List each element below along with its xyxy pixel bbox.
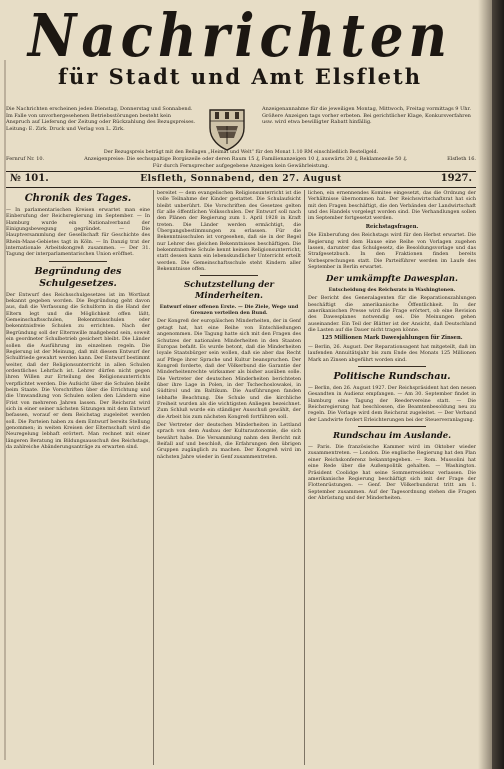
column-2 xyxy=(157,190,301,765)
dateline xyxy=(6,173,476,187)
minorities-subheading: Entwurf einer offenen Erste. — Die Ziele, Wege und Grenzen verteilen den Bund. xyxy=(159,304,299,317)
rates-line xyxy=(6,156,476,163)
page-curl-shadow xyxy=(478,0,492,769)
foreign-news-heading: Rundschau im Auslande. xyxy=(332,431,452,442)
issue-number: № 101. xyxy=(10,173,49,184)
foreign-news-text: — Paris. Die französische Kammer wird im Oktober wieder zusammentreten. — London. Die englische Regierung hat den Plan einer Reichskonferenz bekanntgegeben. — Rom. Mussolini hat eine Rede über die Außenpolitik gehalten. — Washington. Präsident Coolidge hat seine Sommerresidenz verlassen. Die amerikanische Regierung beschäftigt sich mit der Frage der Flottenrüstungen. — Genf. Der Völkerbundsrat tritt am 1. September zusammen. Auf der Tagesordnung stehen die Fragen der Abrüstung und der Minderheiten. xyxy=(308,444,476,501)
section-divider xyxy=(358,366,425,367)
column-divider xyxy=(153,190,154,765)
masthead xyxy=(6,1,474,104)
dawes-payments-line: 125 Millionen Mark Dawesjahlungen für Zinsen. xyxy=(321,335,463,342)
section-divider xyxy=(200,275,258,276)
dawes-payments-text: — Berlin, 26. August. Der Reparationsagent hat mitgeteilt, daß im laufenden Annuitätsjahr bis zum Ende des Monats 125 Millionen Mark an Zinsen abgeführt worden sind. xyxy=(308,344,476,363)
minorities-text: Der Kongreß der europäischen Minderheiten, der in Genf getagt hat, hat eine Reihe von Entschließungen angenommen. Die Tagung hatte sich mit den Fragen des Schutzes der nationalen Minderheiten in den Staaten Europas befaßt. Es wurde betont, daß die Minderheiten loyale Staatsbürger sein wollen, daß sie aber das Recht auf Pflege ihrer Sprache und Kultur beanspruchen. Der Kongreß forderte, daß der Völkerbund die Garantie der Minderheitenrechte wirksamer als bisher ausüben solle. Die Vertreter der deutschen Minderheiten berichteten über ihre Lage in Polen, in der Tschechoslowakei, in Südtirol und im Baltikum. Die Ausführungen fanden lebhafte Beachtung. Die Schule und die kirchliche Freiheit wurden als die wichtigsten Anliegen bezeichnet. Zum Schluß wurde ein ständiger Ausschuß gewählt, der die Arbeit bis zum nächsten Kongreß fortführen soll. xyxy=(157,318,301,420)
issue-date: Elsfleth, Sonnabend, den 27. August xyxy=(140,174,342,184)
dawes-text: Der Bericht des Generalagenten für die Reparationszahlungen beschäftigt die amerikanische Öffentlichkeit. In der amerikanischen Presse wird die Frage erörtert, ob eine Revision des Dawesplanes notwendig sei. Die Meinungen gehen auseinander. Ein Teil der Blätter ist der Ansicht, daß Deutschland die Lasten auf die Dauer nicht tragen könne. xyxy=(308,295,476,334)
dawes-heading: Der umkämpfte Dawesplan. xyxy=(326,274,458,285)
advertising-info: Anzeigenannahme für die jeweiligen Montag, Mittwoch, Freitag vormittags 9 Uhr. Größere Anzeigen tags vorher erbeten. Bei gerichtlicher Klage, Konkursverfahren usw. wird etwa bewilligter Rabatt hinfällig. xyxy=(262,106,471,126)
politics-heading: Politische Rundschau. xyxy=(333,371,451,383)
phone-number: Fernruf Nr. 10. xyxy=(6,156,45,162)
minorities-heading: Schutzstellung der Minderheiten. xyxy=(183,280,275,302)
column-divider xyxy=(304,190,305,765)
column-3 xyxy=(308,190,476,765)
postbox-number: Elsfleth 16. xyxy=(447,156,476,162)
scan-edge xyxy=(492,0,504,769)
section-divider xyxy=(358,426,425,427)
ad-rates: Anzeigenpreise: Die sechsspaltige Borgiszeile oder deren Raum 15 ₰, Familienanzeigen 10 ₰, auswärts 20 ₰, Reklamezeile 50 ₰. xyxy=(84,156,408,162)
column-1 xyxy=(6,190,150,765)
politics-text: — Berlin, den 26. August 1927. Der Reichspräsident hat den neuen Gesandten in Audienz empfangen. — Am 30. September findet in Hamburg eine Tagung der Reedervereine statt. — Die Reichsregierung hat beschlossen, die Beamtenbesoldung neu zu regeln. Die Vorlage wird dem Reichsrat zugeleitet. — Der Verband der Landwirte fordert Erleichterungen bei der Steuerveranlagung. xyxy=(308,385,476,423)
reichstag-text: Die Einberufung des Reichstags wird für den Herbst erwartet. Die Regierung wird dem Hause eine Reihe von Vorlagen zugehen lassen, darunter das Schulgesetz, die Besoldungsvorlage und das Strafgesetzbuch. In den Fraktionen finden bereits Vorbesprechungen statt. Die Parteiführer werden im Laufe des September in Berlin erwartet. xyxy=(308,232,476,271)
dateline-bottom-rule xyxy=(6,187,476,188)
minorities-text-2: Der Vertreter der deutschen Minderheiten in Lettland sprach von dem Ausbau der Kulturautonomie, die sich bewährt habe. Die Versammlung nahm den Bericht mit Beifall auf und beschloß, die Erfahrungen den übrigen Gruppen zugänglich zu machen. Der Kongreß wird im nächsten Jahre wieder in Genf zusammentreten. xyxy=(157,421,301,460)
town-crest-icon xyxy=(206,106,248,152)
section-divider xyxy=(49,261,107,262)
chronicle-heading: Chronik des Tages. xyxy=(24,193,132,204)
dawes-subheading: Entscheidung des Reichsrats in Washingtonen. xyxy=(328,287,456,294)
chronicle-text: — In parlamentarischen Kreisen erwartet man eine Einberufung der Reichsregierung im September. — In Hamburg wurde ein Nationalverband der Einigungsbewegung gegründet. — Die Hauptversammlung der Gesellschaft für Geschichte des Rhein-Maas-Gebietes tagt in Köln. — In Danzig trat der internationale Arbeitskongreß zusammen. — Der 31. Tagung der interparlamentarischen Union eröffnet. xyxy=(6,207,150,258)
newspaper-title: Nachrichten xyxy=(27,1,453,71)
notice-line: Für durch Fernsprecher aufgegebene Anzeigen kein Gewährleistung. xyxy=(152,163,330,169)
newspaper-subtitle: für Stadt und Amt Elsfleth xyxy=(57,64,423,89)
school-law-heading: Begründung des Schulgesetzes. xyxy=(34,265,122,289)
continued-text: lichen, ein ernennendes Komitee eingesetzt, das die Ordnung der Verhältnisse übernommen hat. Der Reichswirtschaftsrat hat sich mit den Fragen beschäftigt, die den Verbänden der Landwirtschaft und des Handels vorgelegt worden sind. Die Verhandlungen sollen im September fortgesetzt werden. xyxy=(308,190,476,222)
reichstag-subheading: Reichstagsfragen. xyxy=(365,223,419,230)
continued-text: bereitet — dem evangelischen Religionsunterricht ist die volle Teilnahme der Kinder gestattet. Die Schulaufsicht bleibt unberührt. Die Vorschriften des Gesetzes gelten für alle öffentlichen Volksschulen. Der Entwurf soll nach den Plänen der Regierung zum 1. April 1928 in Kraft treten. Die Länder werden ermächtigt, die Übergangsbestimmungen zu erlassen. Für die Bekenntnisschulen ist vorgesehen, daß sie in der Regel nur Lehrer des gleichen Bekenntnisses beschäftigen. Die bekenntnisfreie Schule kennt keinen Religionsunterricht, statt dessen kann ein lebenskundlicher Unterricht erteilt werden. Die Gemeinschaftsschule steht Kindern aller Bekenntnisse offen. xyxy=(157,190,301,273)
price-line: Der Bezugspreis beträgt mit den Beilagen „Heimat und Welt“ für den Monat 1.10 RM einschließlich Bestellgeld. xyxy=(103,150,379,155)
issue-year: 1927. xyxy=(440,173,472,184)
school-law-text: Der Entwurf des Reichsschulgesetzes ist im Wortlaut bekannt gegeben worden. Die Begründung geht davon aus, daß die Verfassung die Schulform in die Hand der Eltern legt und die Möglichkeit offen läßt, Gemeinschaftsschulen, Bekenntnisschulen oder bekenntnisfreie Schulen zu errichten. Nach der Begründung soll der Elternwille maßgebend sein, soweit ein geordneter Schulbetrieb gesichert bleibt. Die Länder sollen die Ausführung im einzelnen regeln. Die Regierung ist der Meinung, daß mit diesem Entwurf der Schulfriede gewahrt werden kann. Der Entwurf bestimmt weiter, daß der Religionsunterricht in allen Schulen ordentliches Lehrfach ist. Lehrer dürfen nicht gegen ihren Willen zur Erteilung des Religionsunterrichts verpflichtet werden. Die Aufsicht über die Schulen bleibt beim Staate. Die Vorschriften über die Errichtung und die Umwandlung von Schulen sollen den Ländern eine Frist von mehreren Jahren lassen. Der Reichsrat wird sich in einer seiner nächsten Sitzungen mit dem Entwurf befassen, worauf er dem Reichstag zugeleitet werden soll. Die Parteien haben zu dem Entwurf bereits Stellung genommen; in weiten Kreisen der Elternschaft wird die Neuregelung lebhaft erörtert. Man rechnet mit einer längeren Beratung im Bildungsausschuß des Reichstags, da zahlreiche Abänderungsanträge zu erwarten sind. xyxy=(6,291,150,450)
dateline-top-rule xyxy=(6,171,476,172)
publication-info: Die Nachrichten erscheinen jeden Dienstag, Donnerstag und Sonnabend. Im Falle von unvorhergesehenen Betriebsstörungen besteht kein Anspruch auf Lieferung der Zeitung oder Rückzahlung des Bezugspreises. Leitung: E. Zirk. Druck und Verlag von L. Zirk. xyxy=(6,106,196,132)
